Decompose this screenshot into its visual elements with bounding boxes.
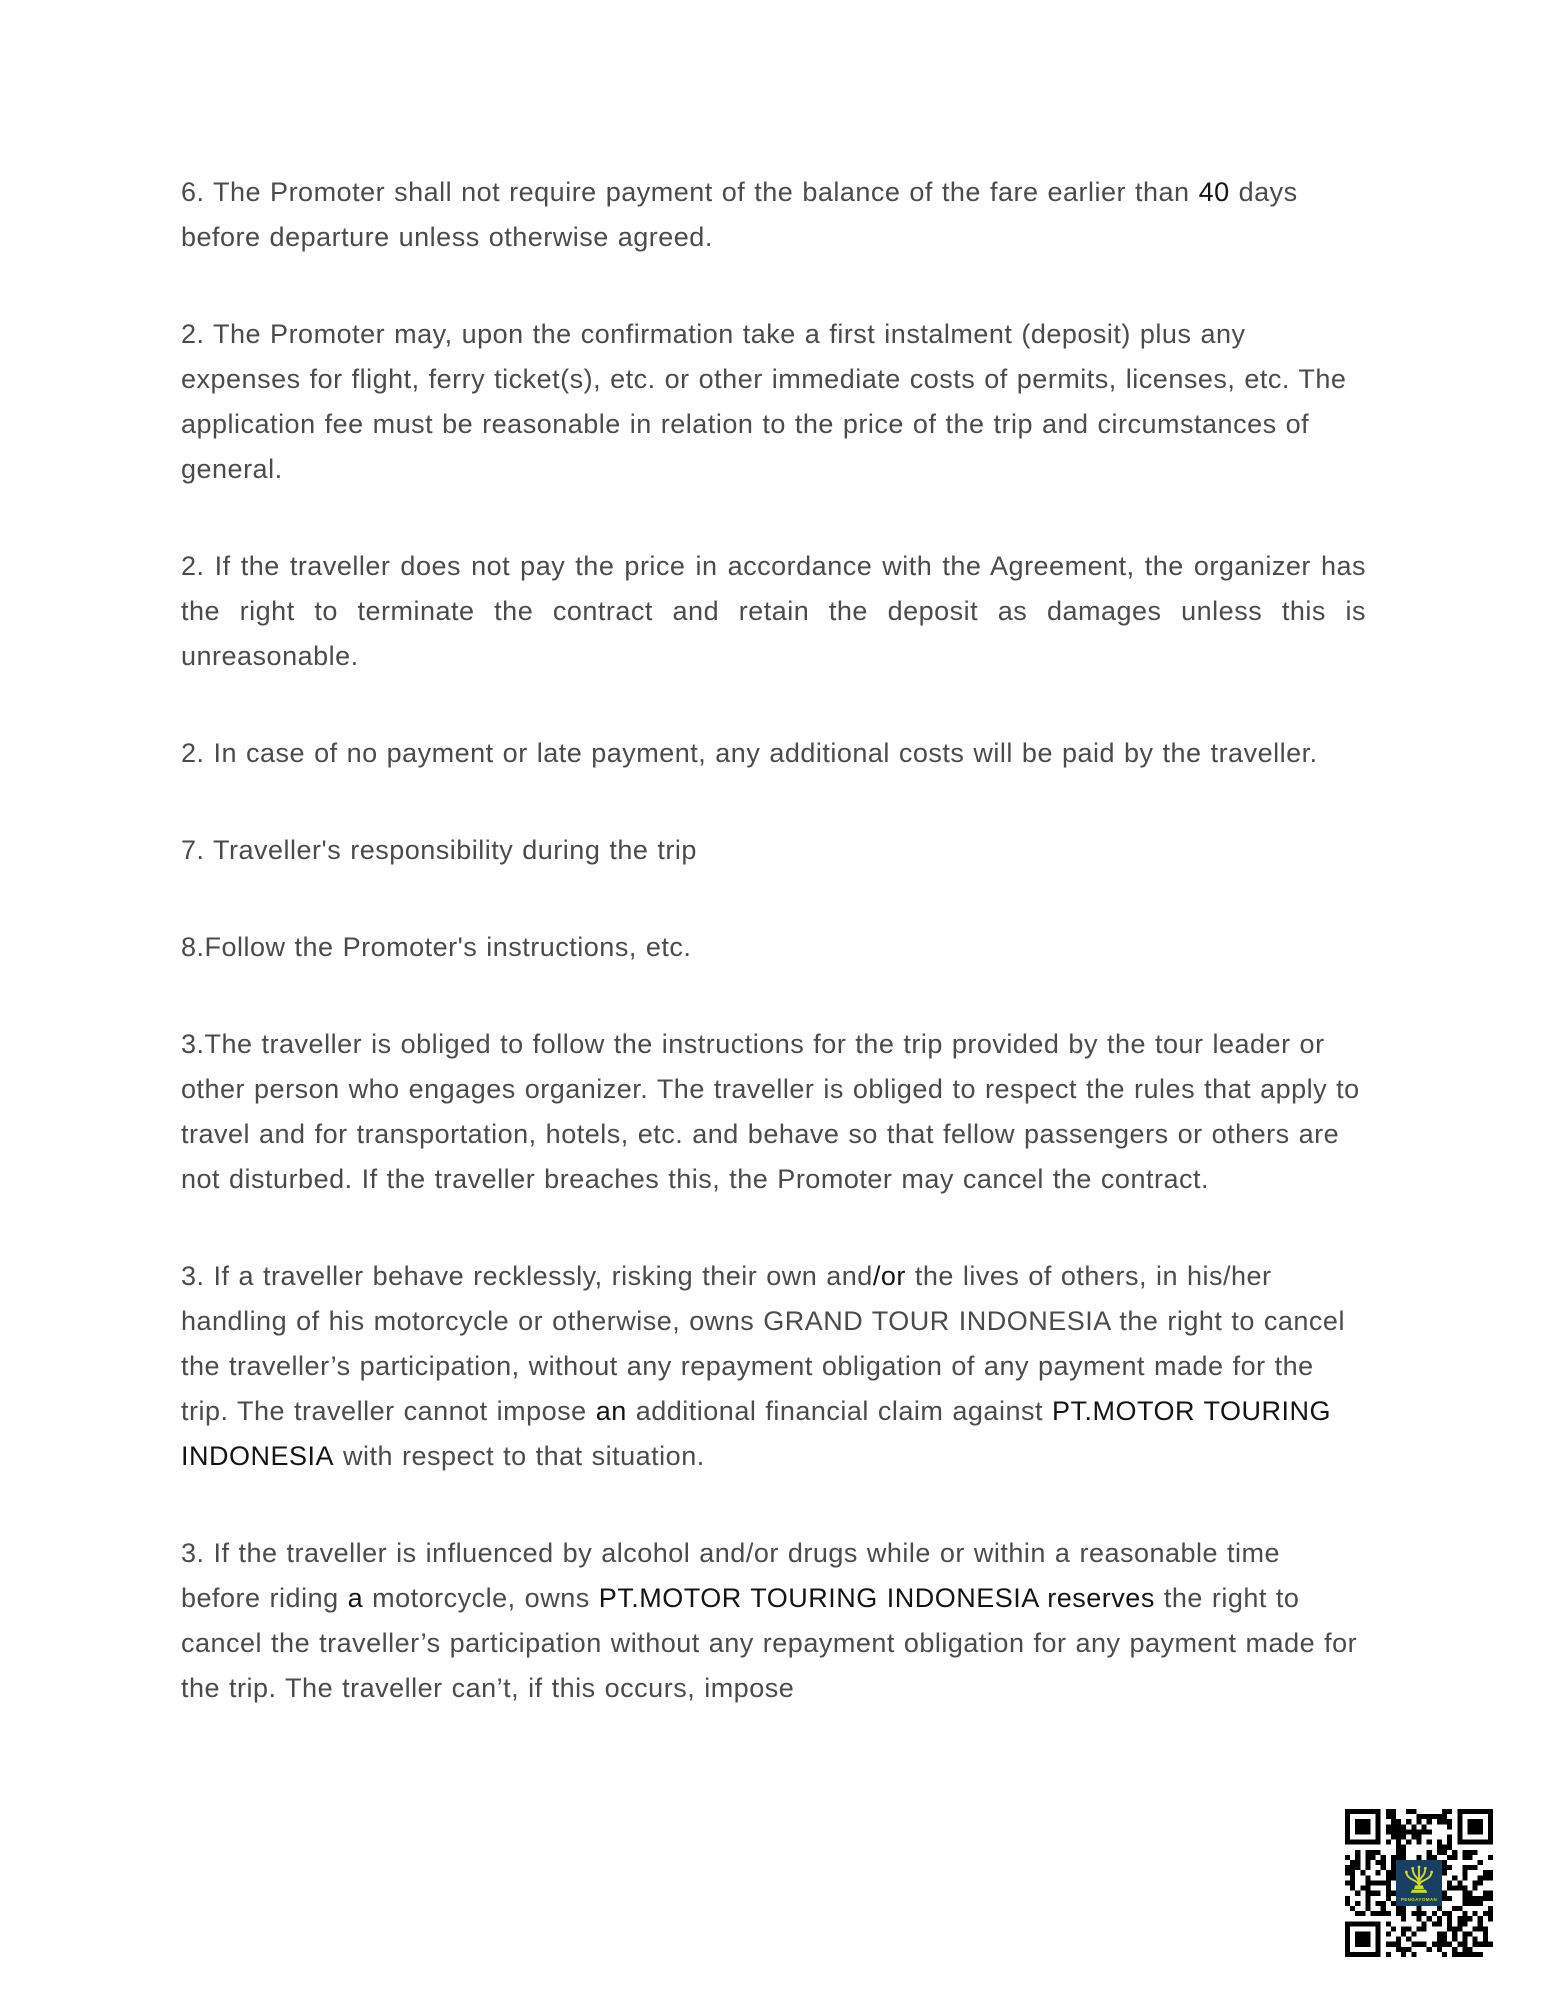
emphasis-text: 40 [1198,177,1230,207]
body-text: 7. Traveller's responsibility during the trip [181,835,697,865]
pengayoman-tree-icon [1400,1861,1438,1897]
paragraph-6 [181,925,1366,970]
body-text: additional financial claim against [626,1396,1052,1426]
paragraph-4 [181,731,1366,776]
emphasis-text: PT.MOTOR TOURING INDONESIA reserves [598,1583,1155,1613]
body-text: days before departure unless otherwise agreed. [181,177,1298,252]
paragraph-7 [181,1022,1366,1202]
body-text: motorcycle, owns [363,1583,599,1613]
paragraph-8 [181,1254,1366,1479]
paragraph-1 [181,170,1366,260]
body-text: with respect to that situation. [334,1441,705,1471]
pengayoman-logo [1396,1860,1442,1906]
body-text: the right to cancel the traveller’s participation without any repayment obligation for any payment made for the trip. The traveller can’t, if this occurs, impose [181,1583,1358,1703]
body-text: 3.The traveller is obliged to follow the instructions for the trip provided by the tour leader or other person who engages organizer. The traveller is obliged to respect the rules that apply to travel and for transportation, hotels, etc. and behave so that fellow passengers or others are not disturbed. If the traveller breaches this, the Promoter may cancel the contract. [181,1029,1360,1194]
emphasis-text: an [595,1396,627,1426]
body-text: 8.Follow the Promoter's instructions, etc. [181,932,692,962]
body-text: 2. In case of no payment or late payment, any additional costs will be paid by the traveller. [181,738,1318,768]
paragraph-2 [181,312,1366,492]
body-text: 3. If a traveller behave recklessly, risking their own and [181,1261,873,1291]
paragraph-9 [181,1531,1366,1711]
body-text: the lives of others, in his/her handling of his motorcycle or otherwise, owns GRAND TOUR INDONESIA the right to cancel the traveller’s participation, without any repayment obligation of any payment made for the trip. The traveller cannot impose [181,1261,1345,1426]
pengayoman-logo-caption: PENGAYOMAN [1400,1897,1438,1902]
paragraph-5 [181,828,1366,873]
qr-code [1344,1809,1494,1957]
emphasis-text: /or [872,1261,906,1291]
body-text: 2. The Promoter may, upon the confirmation take a first instalment (deposit) plus any expenses for flight, ferry ticket(s), etc. or other immediate costs of permits, licenses, etc. The application fee must be reasonable in relation to the price of the trip and circumstances of general. [181,319,1347,484]
body-text: 6. The Promoter shall not require payment of the balance of the fare earlier than [181,177,1199,207]
emphasis-text: a [347,1583,364,1613]
body-text: 3. If the traveller is influenced by alcohol and/or drugs while or within a reasonable time before riding [181,1538,1281,1613]
emphasis-text: PT.MOTOR TOURING INDONESIA [181,1396,1331,1471]
body-text: 2. If the traveller does not pay the price in accordance with the Agreement, the organizer has the right to terminate the contract and retain the deposit as damages unless this is unreasonable. [181,551,1366,671]
paragraph-3 [181,544,1366,679]
